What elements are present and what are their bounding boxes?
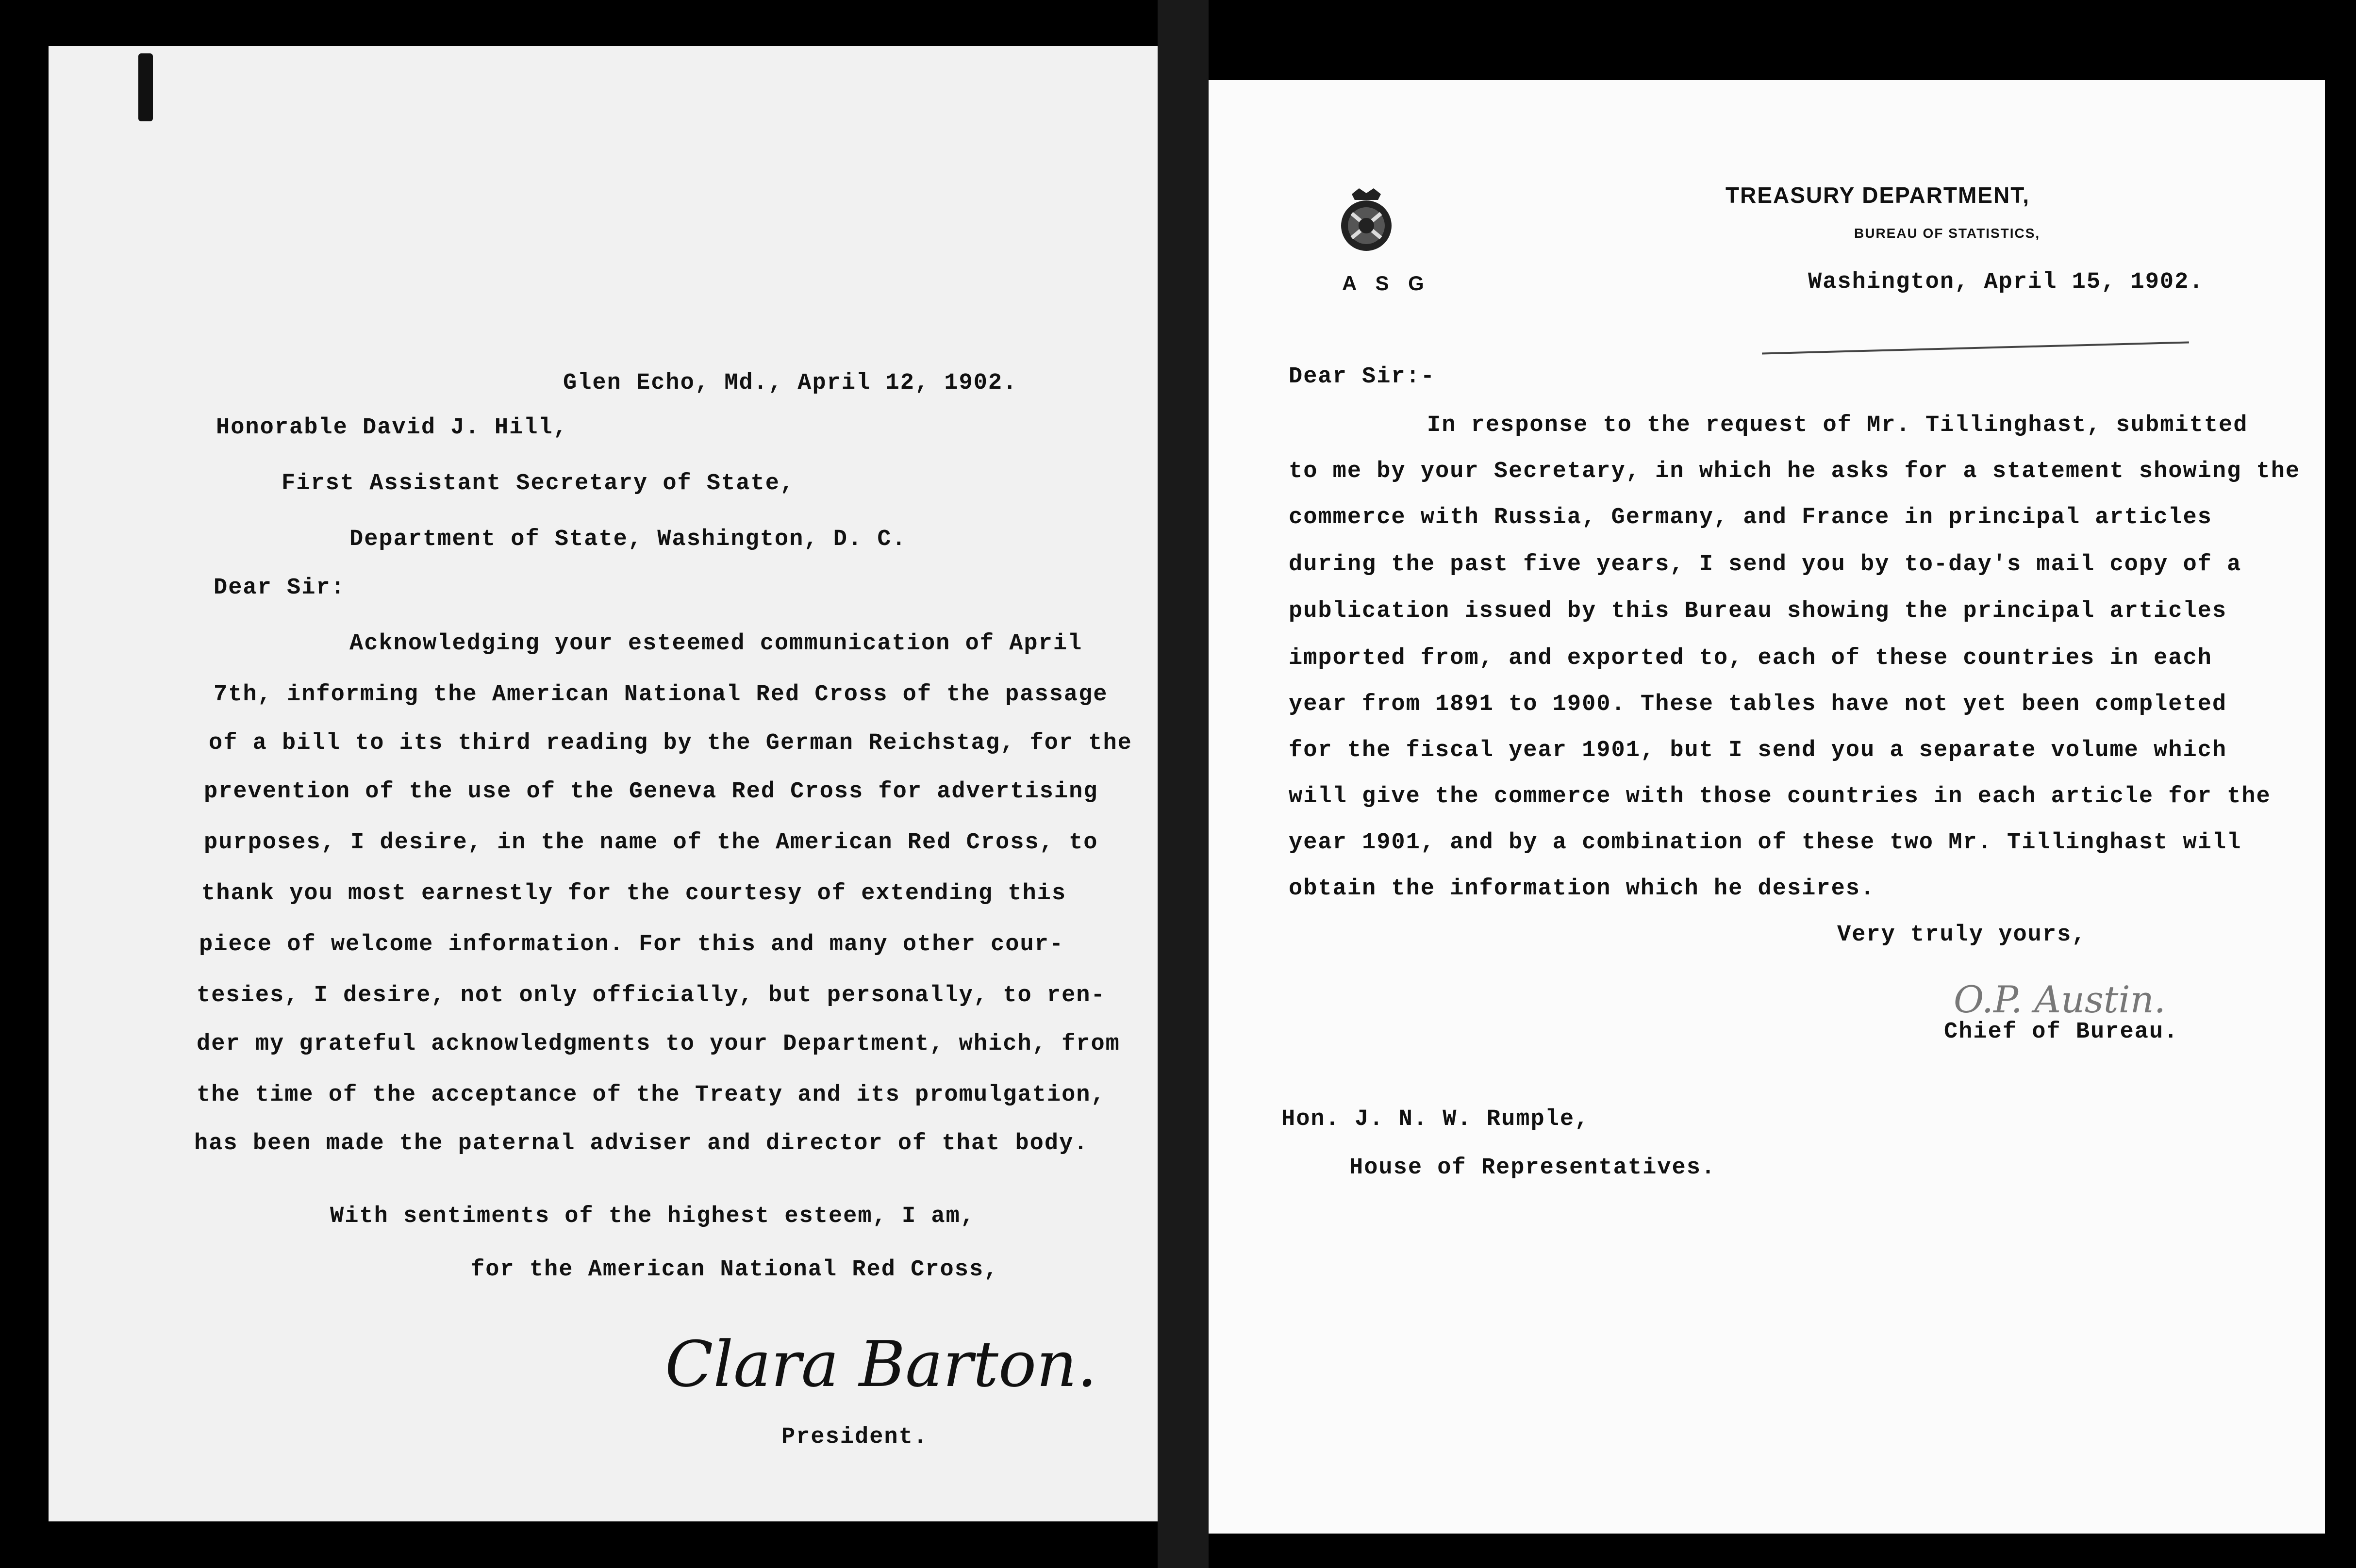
left-body-line: the time of the acceptance of the Treaty and its promulgation,	[197, 1082, 1106, 1108]
department-heading: TREASURY DEPARTMENT,	[1726, 182, 2030, 208]
binding-mark	[138, 53, 153, 121]
right-dateline: Washington, April 15, 1902.	[1808, 269, 2204, 295]
left-addressee-title: First Assistant Secretary of State,	[282, 471, 795, 496]
left-closing-1: With sentiments of the highest esteem, I am,	[330, 1204, 976, 1229]
left-body-line: der my grateful acknowledgments to your Department, which, from	[197, 1031, 1120, 1057]
right-salutation: Dear Sir:-	[1289, 364, 1436, 390]
left-body-line: tesies, I desire, not only officially, but personally, to ren-	[197, 983, 1106, 1008]
left-dateline: Glen Echo, Md., April 12, 1902.	[563, 370, 1018, 396]
right-body-line: imported from, and exported to, each of these countries in each	[1289, 645, 2212, 671]
letterhead-rule	[1762, 341, 2189, 354]
right-body-line: year from 1891 to 1900. These tables have not yet been completed	[1289, 692, 2227, 717]
left-body-line: has been made the paternal adviser and director of that body.	[194, 1131, 1089, 1156]
right-letter-page	[1209, 80, 2325, 1534]
right-body-line: will give the commerce with those countries in each article for the	[1289, 784, 2271, 809]
right-body-line: In response to the request of Mr. Tillinghast, submitted	[1427, 413, 2248, 438]
left-body-line: 7th, informing the American National Red Cross of the passage	[214, 682, 1108, 708]
right-body-line: commerce with Russia, Germany, and France in principal articles	[1289, 505, 2212, 530]
left-salutation: Dear Sir:	[214, 575, 346, 601]
left-body-line: Acknowledging your esteemed communication of April	[349, 631, 1083, 657]
left-addressee-name: Honorable David J. Hill,	[216, 415, 568, 441]
right-signer-title: Chief of Bureau.	[1944, 1019, 2179, 1045]
right-body-line: obtain the information which he desires.	[1289, 876, 1875, 902]
left-body-line: piece of welcome information. For this and many other cour-	[199, 932, 1064, 957]
right-body-line: to me by your Secretary, in which he asks for a statement showing the	[1289, 459, 2301, 484]
left-signer-title: President.	[781, 1424, 929, 1450]
initials: A S G	[1342, 272, 1431, 295]
right-closing: Very truly yours,	[1837, 922, 2087, 948]
right-recipient-name: Hon. J. N. W. Rumple,	[1281, 1106, 1590, 1132]
left-letter-page	[49, 46, 1206, 1521]
right-recipient-office: House of Representatives.	[1349, 1155, 1716, 1181]
right-body-line: during the past five years, I send you by to-day's mail copy of a	[1289, 552, 2242, 578]
left-body-line: thank you most earnestly for the courtesy of extending this	[201, 881, 1067, 907]
page-gutter	[1158, 0, 1209, 1568]
left-body-line: purposes, I desire, in the name of the American Red Cross, to	[204, 830, 1098, 856]
left-body-line: prevention of the use of the Geneva Red Cross for advertising	[204, 779, 1098, 805]
left-closing-2: for the American National Red Cross,	[471, 1257, 999, 1283]
treasury-seal-icon	[1337, 184, 1395, 255]
right-body-line: for the fiscal year 1901, but I send you a separate volume which	[1289, 738, 2227, 763]
clara-barton-signature: Clara Barton.	[665, 1327, 1097, 1401]
right-body-line: year 1901, and by a combination of these two Mr. Tillinghast will	[1289, 830, 2242, 856]
right-body-line: publication issued by this Bureau showing the principal articles	[1289, 598, 2227, 624]
austin-signature: O.P. Austin.	[1954, 978, 2166, 1021]
bureau-heading: BUREAU OF STATISTICS,	[1854, 226, 2041, 241]
left-addressee-dept: Department of State, Washington, D. C.	[349, 527, 907, 552]
left-body-line: of a bill to its third reading by the German Reichstag, for the	[209, 730, 1132, 756]
